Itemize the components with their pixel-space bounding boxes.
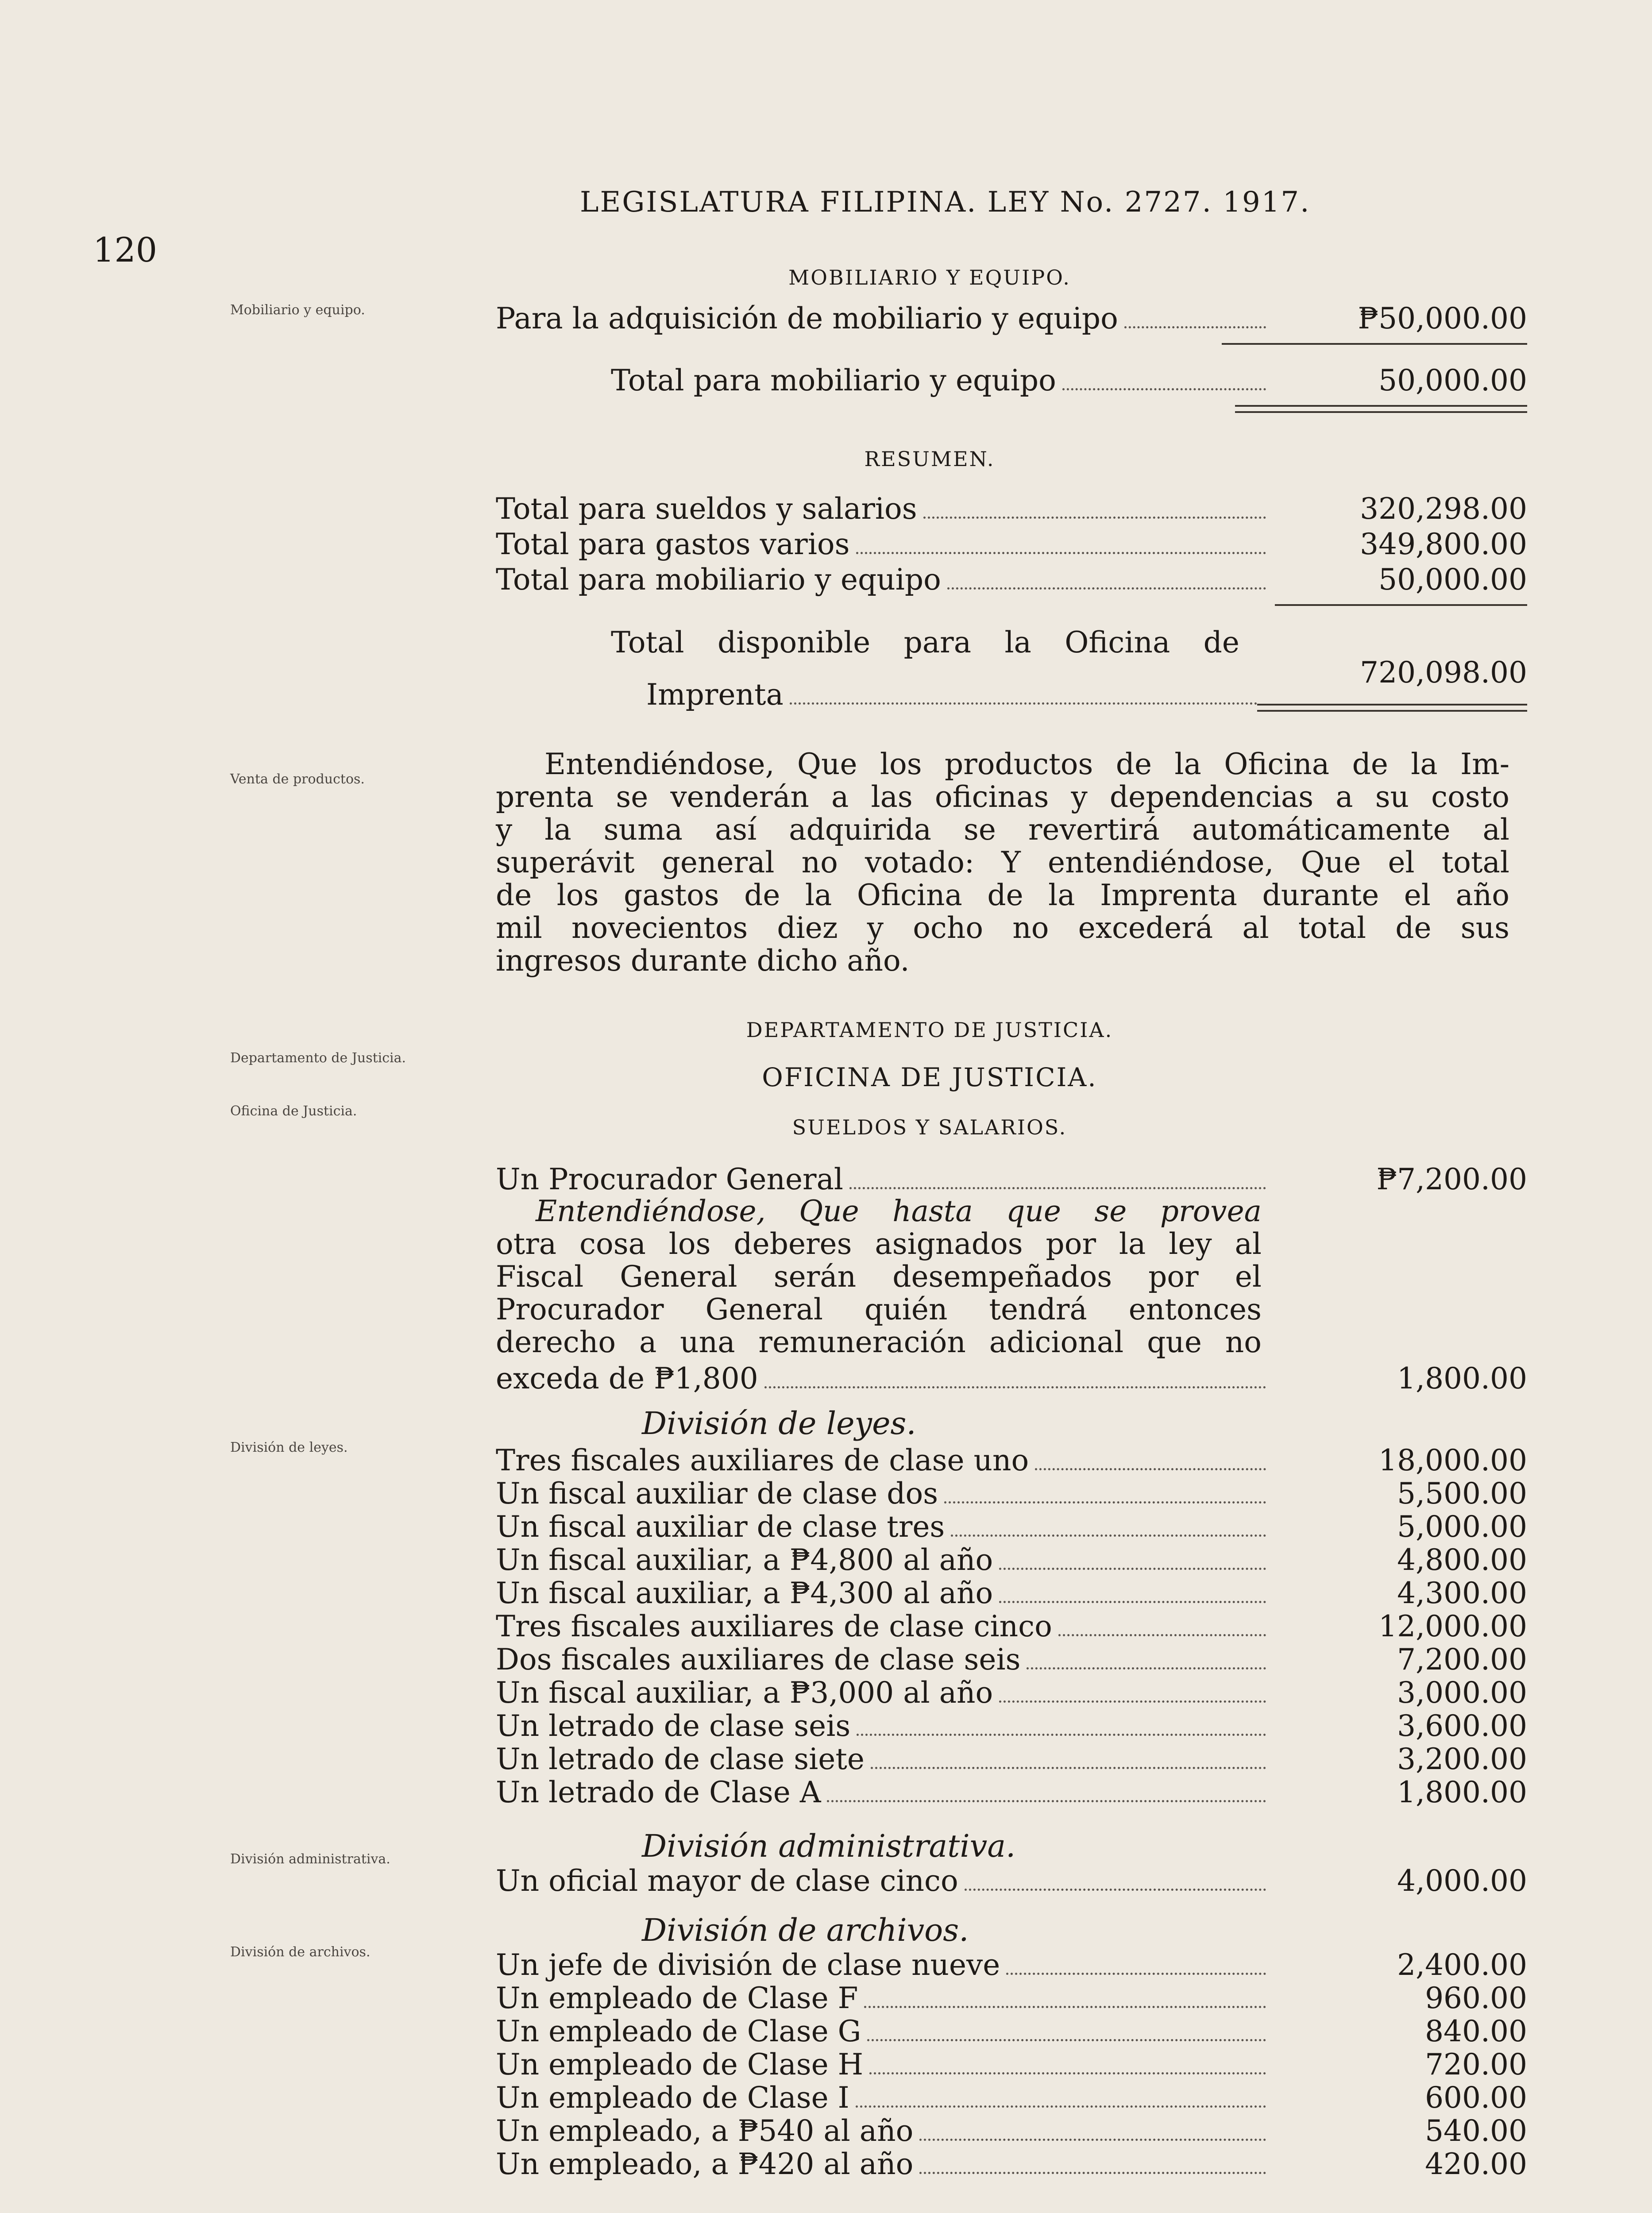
leader-dots [944,1501,1266,1504]
row-label: Un fiscal auxiliar, a ₱4,300 al año [496,1576,993,1610]
row-label: Un empleado, a ₱540 al año [496,2114,914,2148]
salaries-heading: SUELDOS Y SALARIOS. [792,1115,1067,1139]
row-label: Un empleado, a ₱420 al año [496,2147,914,2181]
venta-paragraph [496,748,1509,977]
table-row [496,2113,1527,2149]
table-row [496,2147,1527,2182]
row-label: Un fiscal auxiliar de clase dos [496,1477,938,1511]
row-value: 600.00 [1425,2081,1527,2115]
margin-note-division-leyes: División de leyes. [230,1440,348,1455]
row-label: Un empleado de Clase G [496,2014,861,2048]
row-value: 18,000.00 [1378,1443,1527,1477]
leader-dots [965,1889,1266,1891]
margin-note-oficina: Oficina de Justicia. [230,1103,357,1119]
procurador-row [496,1162,1527,1197]
row-value: 420.00 [1425,2147,1527,2181]
table-row [496,1542,1527,1578]
row-value: 4,800.00 [1397,1543,1527,1577]
paragraph-line: prenta se venderán a las oficinas y dependencias a su costo [496,780,1509,814]
double-rule [1257,704,1527,712]
leader-dots [1124,326,1266,328]
row-label: Un letrado de clase siete [496,1742,865,1776]
row-value: ₱7,200.00 [1376,1162,1527,1196]
proviso-paragraph [496,1195,1262,1359]
paragraph-line: Fiscal General serán desempeñados por el [496,1260,1262,1294]
leader-dots [864,2006,1266,2008]
double-rule [1235,405,1527,413]
resumen-row [496,491,1527,527]
row-value: 3,600.00 [1397,1709,1527,1743]
paragraph-line: y la suma así adquirida se revertirá automáticamente al [496,813,1509,847]
leader-dots [999,1700,1266,1703]
table-row [496,1609,1527,1644]
margin-note-mobiliario: Mobiliario y equipo. [230,302,365,318]
sum-rule [1275,604,1527,609]
text-line: Total disponible para la Oficina de [611,625,1239,659]
sum-rule [1222,343,1527,347]
leader-dots [999,1568,1266,1570]
paragraph-line: otra cosa los deberes asignados por la ley al [496,1227,1262,1261]
division-leyes-title: División de leyes. [642,1405,916,1442]
row-label: Total para mobiliario y equipo [611,363,1056,397]
paragraph-line: de los gastos de la Oficina de la Imprenta durante el año [496,878,1509,912]
row-label: Total para sueldos y salarios [496,492,917,526]
table-row [496,1742,1527,1777]
table-row [496,1675,1527,1711]
table-row [496,1947,1527,1983]
leader-dots [947,587,1266,590]
leader-dots [999,1601,1266,1603]
row-value: ₱50,000.00 [1358,301,1527,335]
row-value: 3,200.00 [1397,1742,1527,1776]
row-value: 50,000.00 [1378,363,1527,397]
leader-dots [871,1767,1266,1769]
row-label: Un letrado de Clase A [496,1775,821,1809]
leader-dots [867,2039,1266,2041]
leader-dots [856,552,1266,554]
mobiliario-heading: MOBILIARIO Y EQUIPO. [788,266,1071,289]
resumen-total-label [611,626,1239,659]
row-value: 720.00 [1425,2047,1527,2082]
table-row [496,1509,1527,1545]
leader-dots [1006,1973,1266,1975]
table-row [496,1443,1527,1478]
row-value: 1,800.00 [1397,1361,1527,1396]
paragraph-line: Entendiéndose, Que hasta que se provea [536,1194,1262,1228]
row-label: Un empleado de Clase I [496,2081,849,2115]
office-heading: OFICINA DE JUSTICIA. [762,1062,1097,1092]
leader-dots [764,1386,1266,1388]
leader-dots [857,1734,1266,1736]
paragraph-line: derecho a una remuneración adicional que no [496,1325,1262,1359]
leader-dots [1062,388,1266,390]
leader-dots [1058,1634,1266,1636]
row-value: 50,000.00 [1378,563,1527,597]
table-row [496,1576,1527,1611]
table-row [496,2080,1527,2116]
row-label: Un Procurador General [496,1162,844,1196]
division-archivos-title: División de archivos. [642,1912,969,1948]
row-value: 720,098.00 [1360,655,1527,690]
leader-dots [827,1800,1266,1802]
row-label: Total para mobiliario y equipo [496,563,941,597]
proviso-total-row [496,1361,1527,1396]
row-label: Un empleado de Clase H [496,2047,864,2082]
row-label: Un fiscal auxiliar, a ₱3,000 al año [496,1676,993,1710]
row-label: Un letrado de clase seis [496,1709,851,1743]
mobiliario-item-row [496,301,1527,336]
margin-note-division-archivos: División de archivos. [230,1944,371,1960]
row-value: 12,000.00 [1378,1609,1527,1643]
row-value: 960.00 [1425,1981,1527,2015]
leader-dots [923,517,1266,519]
row-value: 1,800.00 [1397,1775,1527,1809]
row-label: Un empleado de Clase F [496,1981,858,2015]
row-value: 7,200.00 [1397,1642,1527,1677]
row-value: 4,300.00 [1397,1576,1527,1610]
row-value: 5,500.00 [1397,1477,1527,1511]
row-label: Tres fiscales auxiliares de clase cinco [496,1609,1052,1643]
leader-dots [790,702,1257,705]
row-label: Imprenta [646,678,784,712]
leader-dots [919,2172,1266,2174]
table-row [496,1476,1527,1511]
leader-dots [1035,1468,1266,1470]
row-value: 840.00 [1425,2014,1527,2048]
row-label: Un fiscal auxiliar, a ₱4,800 al año [496,1543,993,1577]
row-label: exceda de ₱1,800 [496,1361,758,1396]
margin-note-venta: Venta de productos. [230,771,365,787]
leader-dots [951,1534,1266,1537]
mobiliario-total-row [611,363,1527,398]
row-label: Un fiscal auxiliar de clase tres [496,1510,945,1544]
page-number: 120 [93,230,158,270]
running-header: LEGISLATURA FILIPINA. LEY No. 2727. 1917. [580,186,1311,219]
table-row [496,2047,1527,2082]
table-row [496,2014,1527,2049]
row-value: 3,000.00 [1397,1676,1527,1710]
paragraph-line: ingresos durante dicho año. [496,944,910,978]
table-row [496,1775,1527,1810]
resumen-heading: RESUMEN. [864,447,995,471]
leader-dots [869,2072,1266,2074]
row-label: Un oficial mayor de clase cinco [496,1864,958,1898]
leader-dots [856,2105,1266,2108]
row-value: 349,800.00 [1360,527,1527,561]
row-label: Dos fiscales auxiliares de clase seis [496,1642,1021,1677]
leader-dots [1027,1667,1266,1669]
row-value: 540.00 [1425,2114,1527,2148]
paragraph-line: superávit general no votado: Y entendiéndose, Que el total [496,845,1509,879]
row-label: Un jefe de división de clase nueve [496,1948,1000,1982]
division-administrativa-title: División administrativa. [642,1828,1016,1864]
table-row [496,1863,1527,1899]
paragraph-line: Entendiéndose, Que los productos de la Oficina de la Im- [544,747,1509,781]
table-row [496,1708,1527,1744]
department-heading: DEPARTAMENTO DE JUSTICIA. [746,1018,1113,1042]
row-value: 4,000.00 [1397,1864,1527,1898]
row-label: Tres fiscales auxiliares de clase uno [496,1443,1029,1477]
row-label: Para la adquisición de mobiliario y equipo [496,301,1118,335]
row-value: 5,000.00 [1397,1510,1527,1544]
table-row [496,1642,1527,1677]
leader-dots [919,2139,1266,2141]
row-value: 320,298.00 [1360,492,1527,526]
paragraph-line: mil novecientos diez y ocho no excederá al total de sus [496,911,1509,945]
resumen-row [496,562,1527,598]
row-value: 2,400.00 [1397,1948,1527,1982]
table-row [496,1981,1527,2016]
leader-dots [849,1187,1266,1189]
margin-note-division-administrativa: División administrativa. [230,1851,390,1867]
margin-note-departamento: Departamento de Justicia. [230,1050,406,1066]
paragraph-line: Procurador General quién tendrá entonces [496,1292,1262,1326]
resumen-row [496,527,1527,562]
row-label: Total para gastos varios [496,527,850,561]
